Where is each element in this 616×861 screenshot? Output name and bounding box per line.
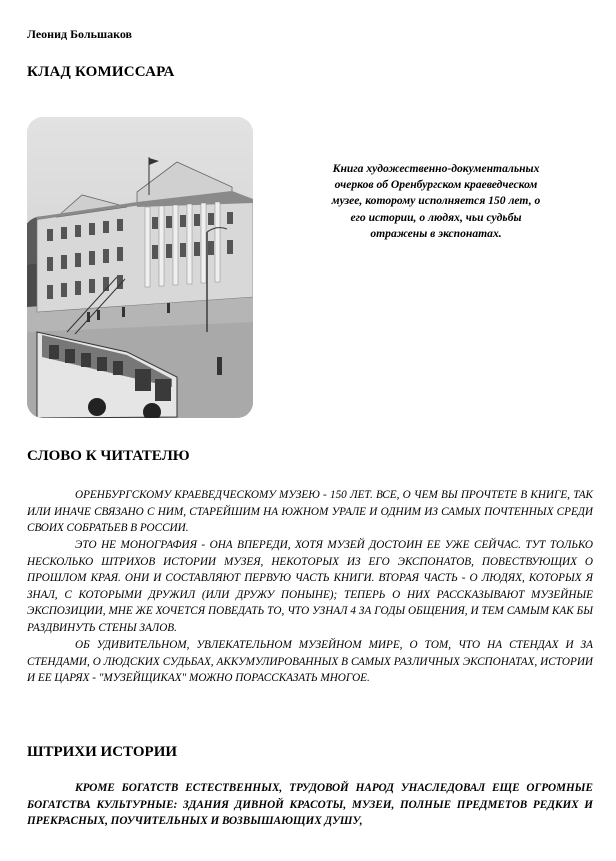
book-description-line: отражены в экспонатах. [370, 226, 502, 240]
paragraph-text: КРОМЕ БОГАТСТВ ЕСТЕСТВЕННЫХ, ТРУДОВОЙ НАРОД УНАСЛЕДОВАЛ ЕЩЕ ОГРОМНЫЕ БОГАТСТВА КУЛЬТУРНЫЕ: ЗДАНИЯ ДИВНОЙ КРАСОТЫ, МУЗЕИ, ПОЛНЫЕ ПРЕДМЕТОВ РЕДКИХ И ПРЕКРАСНЫХ, ПОУЧИТЕЛЬНЫХ И ВОЗВЫШАЮЩИХ ДУШУ, [27, 782, 593, 828]
book-description-line: Книга художественно-документальных [332, 162, 540, 175]
paragraph [27, 637, 593, 687]
paragraph [27, 487, 593, 537]
section-heading-reader: СЛОВО К ЧИТАТЕЛЮ [27, 448, 190, 464]
paragraph-text: ЭТО НЕ МОНОГРАФИЯ - ОНА ВПЕРЕДИ, ХОТЯ МУЗЕЙ ДОСТОИН ЕЕ УЖЕ СЕЙЧАС. ТУТ ТОЛЬКО НЕСКОЛЬКО ШТРИХОВ ИСТОРИИ МУЗЕЯ, НЕКОТОРЫХ ИЗ ЕГО ЭКСПОНАТОВ, ПОВЕСТВУЮЩИХ О ПРОШЛОМ КРАЯ. ОНИ И СОСТАВЛЯЮТ ПЕРВУЮ ЧАСТЬ КНИГИ. ВТОРАЯ ЧАСТЬ - О ЛЮДЯХ, КОТОРЫХ Я ЗНАЛ, С КОТОРЫМИ ДРУЖИЛ (ИЛИ ДРУЖУ ПОНЫНЕ); ТЕПЕРЬ О НИХ РАССКАЗЫВАЮТ МУЗЕЙНЫЕ ЭКСПОЗИЦИИ, МНЕ ЖЕ ХОЧЕТСЯ ПОВЕДАТЬ ТО, ЧТО УЗНАЛ 4 ЗА ГОДЫ ОБЩЕНИЯ, И ТЕМ САМЫМ КАК БЫ РАЗДВИНУТЬ СТЕНЫ ЗАЛОВ. [27, 539, 593, 634]
paragraph [27, 780, 593, 830]
paragraph [27, 537, 593, 637]
book-description-line: музее, которому исполняется 150 лет, о [331, 194, 541, 208]
author-name: Леонид Большаков [27, 27, 133, 41]
book-description-line: очерков об Оренбургском краеведческом [334, 178, 538, 192]
museum-building-photo-icon [27, 117, 253, 418]
book-title: КЛАД КОМИССАРА [27, 64, 175, 80]
section-heading-history: ШТРИХИ ИСТОРИИ [27, 744, 178, 760]
book-description-line: его истории, о людях, чьи судьбы [350, 210, 522, 224]
paragraph-text: ОБ УДИВИТЕЛЬНОМ, УВЛЕКАТЕЛЬНОМ МУЗЕЙНОМ МИРЕ, О ТОМ, ЧТО НА СТЕНДАХ И ЗА СТЕНДАМИ, О ЛЮДСКИХ СУДЬБАХ, АККУМУЛИРОВАННЫХ В САМЫХ РАЗЛИЧНЫХ ЭКСПОНАТАХ, ИСТОРИИ И ЕЕ ЦАРЯХ - "МУЗЕЙЩИКАХ" МОЖНО ПОРАССКАЗАТЬ МНОГОЕ. [27, 639, 593, 685]
book-description [282, 161, 590, 242]
paragraph-text: ОРЕНБУРГСКОМУ КРАЕВЕДЧЕСКОМУ МУЗЕЮ - 150 ЛЕТ. ВСЕ, О ЧЕМ ВЫ ПРОЧТЕТЕ В КНИГЕ, ТАК ИЛИ ИНАЧЕ СВЯЗАНО С НИМ, СТАРЕЙШИМ НА ЮЖНОМ УРАЛЕ И ОДНИМ ИЗ САМЫХ ПОЧТЕННЫХ СРЕДИ СВОИХ СОБРАТЬЕВ В РОССИИ. [27, 489, 593, 535]
